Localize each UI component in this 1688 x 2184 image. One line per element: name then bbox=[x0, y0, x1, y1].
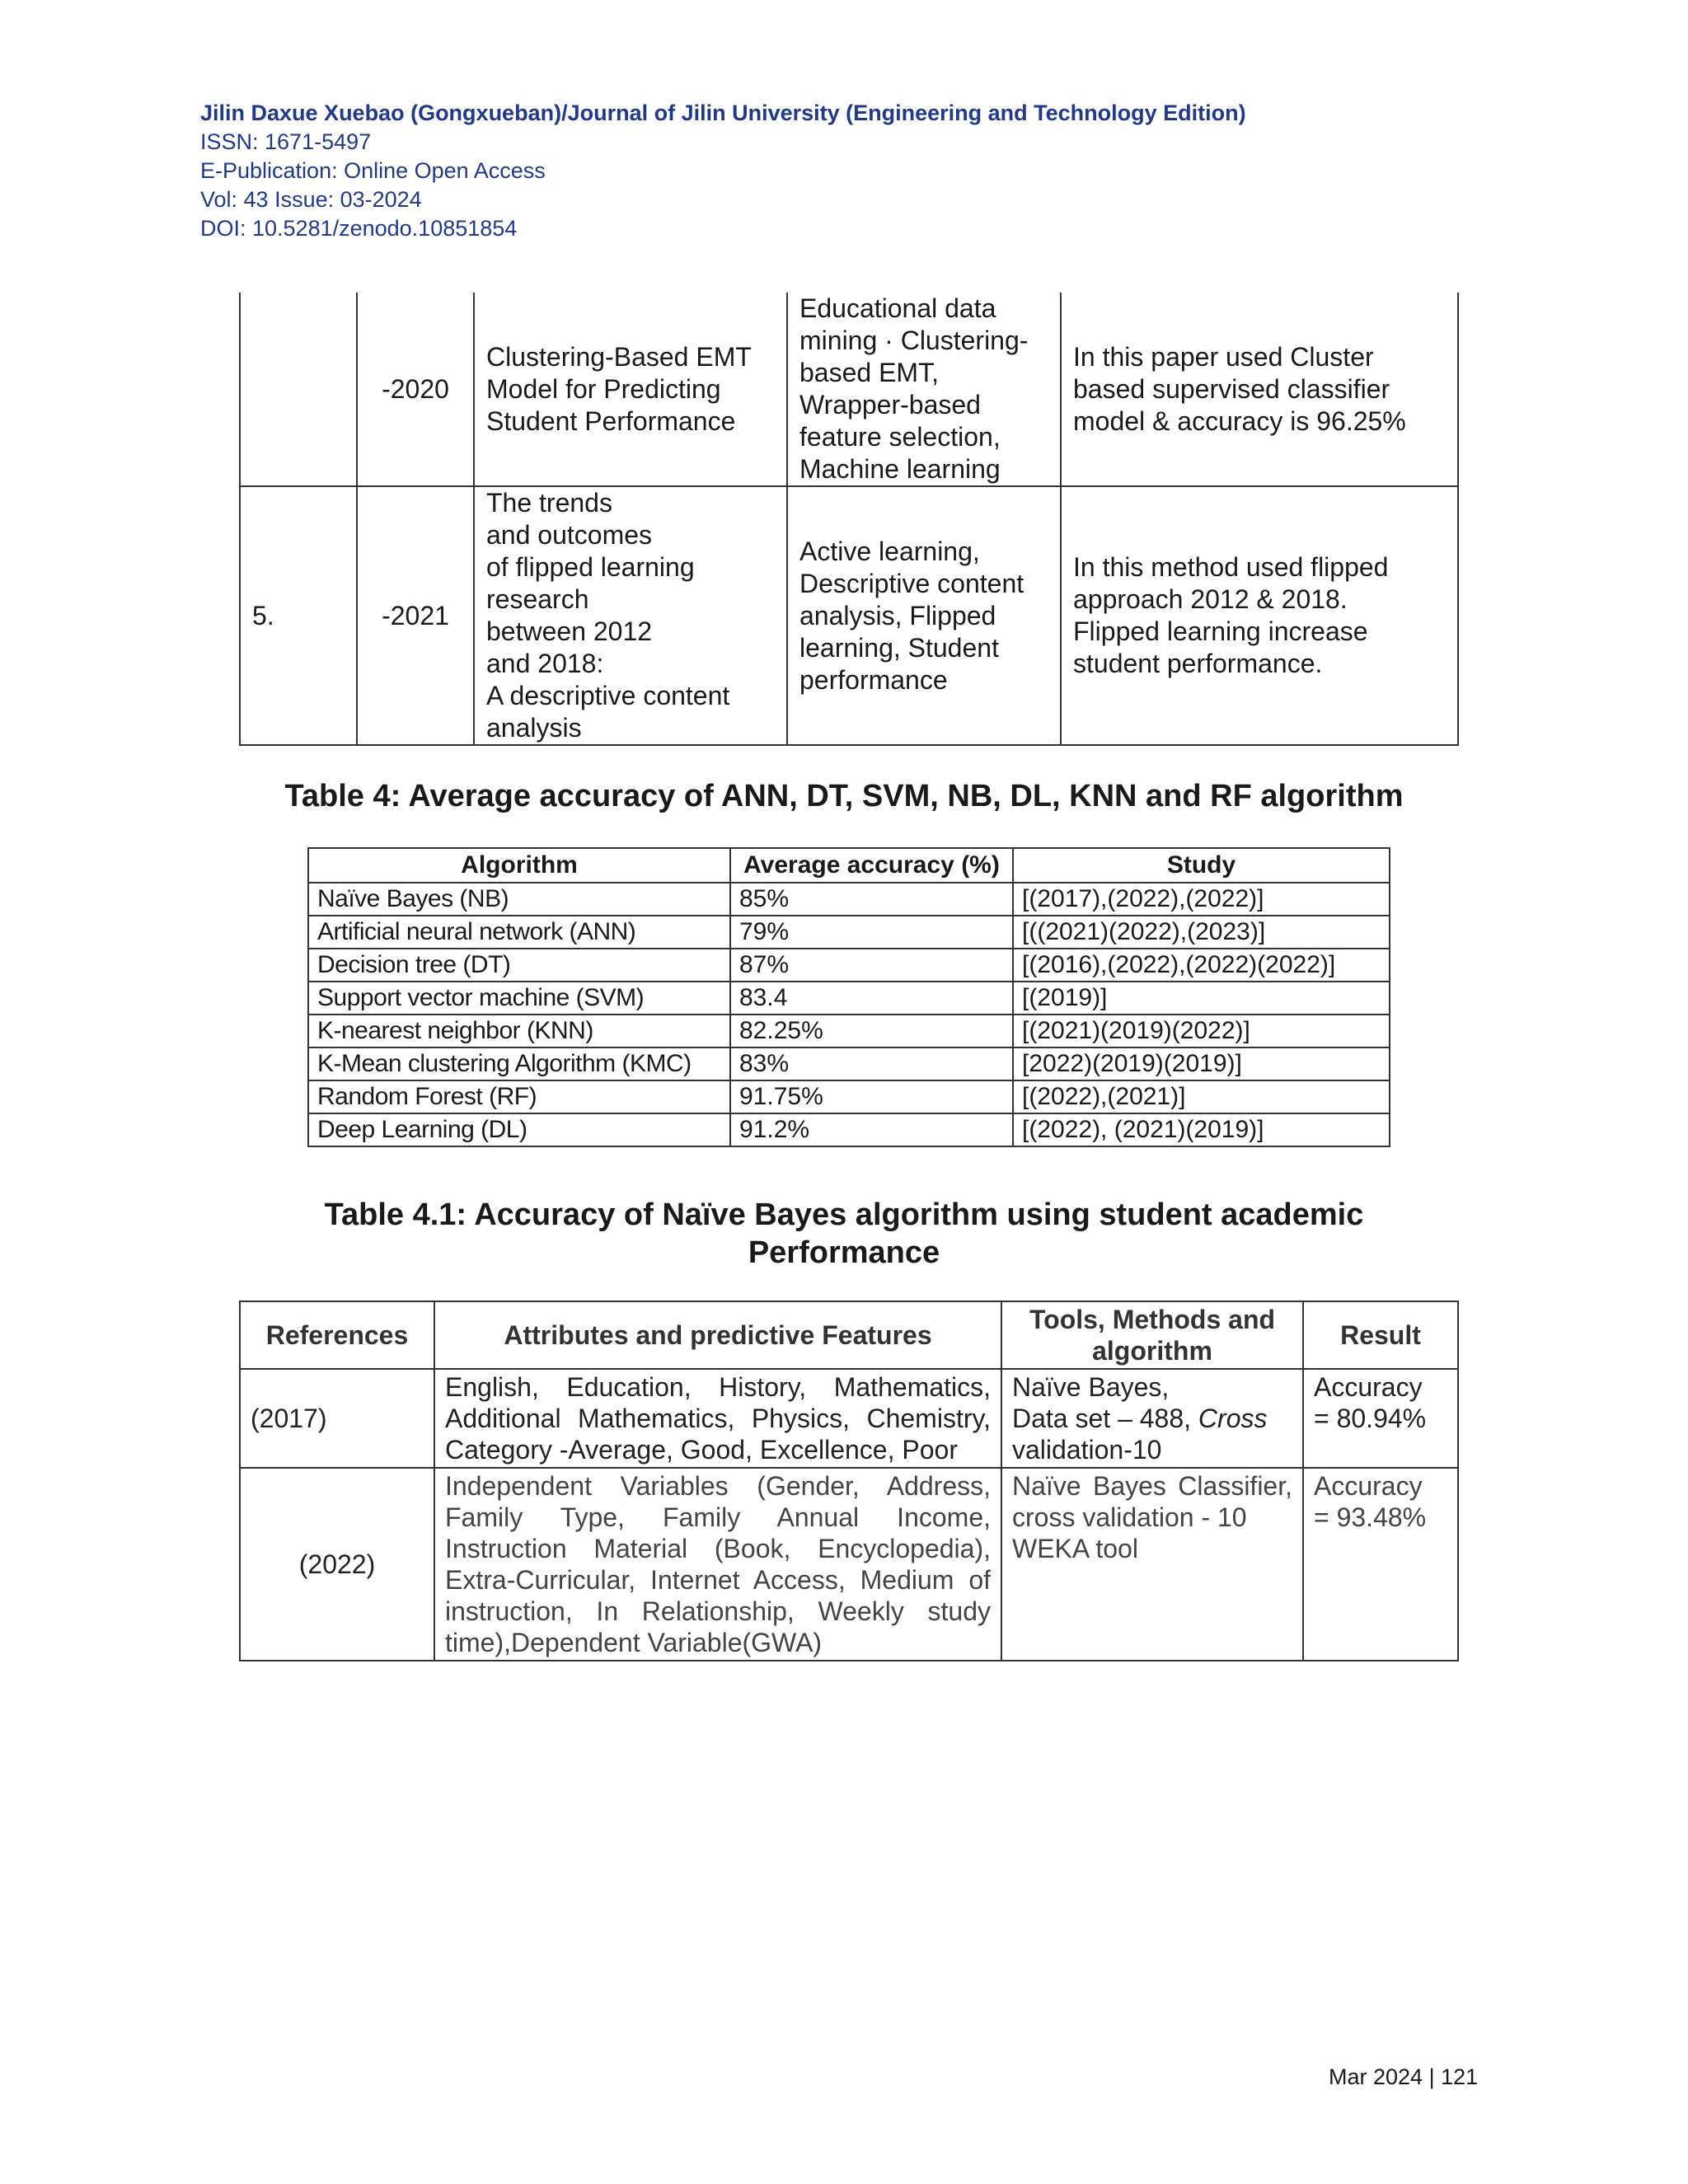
algorithm-cell: Deep Learning (DL) bbox=[308, 1113, 730, 1146]
accuracy-cell: 91.2% bbox=[730, 1113, 1013, 1146]
page-footer: Mar 2024 | 121 bbox=[1329, 2064, 1479, 2089]
row-findings: In this method used flipped approach 2012 & 2018. Flipped learning increase student performance. bbox=[1061, 486, 1458, 745]
accuracy-cell: 91.75% bbox=[730, 1080, 1013, 1113]
study-cell: [(2019)] bbox=[1013, 982, 1390, 1015]
table41-caption bbox=[0, 1196, 1688, 1272]
tools-cell bbox=[1001, 1369, 1303, 1468]
study-cell: [(2016),(2022),(2022)(2022)] bbox=[1013, 949, 1390, 982]
table-row bbox=[240, 1468, 1458, 1661]
result-cell: Accuracy = 93.48% bbox=[1303, 1468, 1458, 1661]
reference-cell: (2017) bbox=[240, 1369, 434, 1468]
row-year: -2020 bbox=[357, 293, 474, 486]
study-cell: [(2022), (2021)(2019)] bbox=[1013, 1113, 1390, 1146]
tools-text: validation-10 bbox=[1012, 1435, 1162, 1465]
table-header-row bbox=[240, 1301, 1458, 1369]
study-cell: [2022)(2019)(2019)] bbox=[1013, 1047, 1390, 1080]
column-header: Result bbox=[1303, 1301, 1458, 1369]
table41-caption-line2: Performance bbox=[748, 1235, 940, 1270]
table-row bbox=[308, 1080, 1390, 1113]
row-number: 5. bbox=[240, 486, 357, 745]
algorithm-cell: Decision tree (DT) bbox=[308, 949, 730, 982]
column-header: Study bbox=[1013, 848, 1390, 883]
doi: DOI: 10.5281/zenodo.10851854 bbox=[200, 216, 518, 241]
row-keywords: Educational data mining · Clustering- based EMT, Wrapper-based feature selection, Machine learning bbox=[787, 293, 1061, 486]
issn: ISSN: 1671-5497 bbox=[200, 129, 372, 154]
row-title: Clustering-Based EMT Model for Predicting Student Performance bbox=[474, 293, 787, 486]
table-row bbox=[308, 1047, 1390, 1080]
accuracy-cell: 87% bbox=[730, 949, 1013, 982]
algorithm-cell: Support vector machine (SVM) bbox=[308, 982, 730, 1015]
table41-caption-line1: Table 4.1: Accuracy of Naïve Bayes algorithm using student academic bbox=[324, 1197, 1364, 1232]
algorithm-cell: Artificial neural network (ANN) bbox=[308, 916, 730, 949]
result-cell: Accuracy = 80.94% bbox=[1303, 1369, 1458, 1468]
table-row bbox=[308, 949, 1390, 982]
row-keywords: Active learning, Descriptive content analysis, Flipped learning, Student performance bbox=[787, 486, 1061, 745]
accuracy-cell: 82.25% bbox=[730, 1015, 1013, 1047]
table4-average-accuracy bbox=[307, 847, 1390, 1147]
attributes-cell: English, Education, History, Mathematics, Additional Mathematics, Physics, Chemistry, Category -Average, Good, Excellence, Poor bbox=[434, 1369, 1001, 1468]
table-row bbox=[308, 916, 1390, 949]
row-number bbox=[240, 293, 357, 486]
row-year: -2021 bbox=[357, 486, 474, 745]
table-row bbox=[308, 1015, 1390, 1047]
table-row bbox=[308, 982, 1390, 1015]
tools-italic-text: Cross bbox=[1198, 1404, 1268, 1433]
column-header: Attributes and predictive Features bbox=[434, 1301, 1001, 1369]
accuracy-cell: 83.4 bbox=[730, 982, 1013, 1015]
algorithm-cell: Random Forest (RF) bbox=[308, 1080, 730, 1113]
attributes-cell: Independent Variables (Gender, Address, Family Type, Family Annual Income, Instruction Material (Book, Encyclopedia), Extra-Curricular, Internet Access, Medium of instruction, In Relationship, Weekly study time),Dependent Variable(GWA) bbox=[434, 1468, 1001, 1661]
algorithm-cell: Naïve Bayes (NB) bbox=[308, 883, 730, 916]
study-cell: [(2017),(2022),(2022)] bbox=[1013, 883, 1390, 916]
column-header: References bbox=[240, 1301, 434, 1369]
table-row bbox=[240, 1369, 1458, 1468]
accuracy-cell: 85% bbox=[730, 883, 1013, 916]
tools-text: Naïve Bayes, Data set – 488, bbox=[1012, 1372, 1192, 1433]
table41-naive-bayes bbox=[239, 1301, 1459, 1661]
table-row bbox=[308, 1113, 1390, 1146]
volume-issue: Vol: 43 Issue: 03-2024 bbox=[200, 187, 422, 212]
table3-continued bbox=[239, 293, 1459, 746]
study-cell: [(2022),(2021)] bbox=[1013, 1080, 1390, 1113]
reference-cell: (2022) bbox=[240, 1468, 434, 1661]
tools-cell: Naïve Bayes Classifier, cross validation - 10 WEKA tool bbox=[1001, 1468, 1303, 1661]
algorithm-cell: K-Mean clustering Algorithm (KMC) bbox=[308, 1047, 730, 1080]
table-row bbox=[240, 293, 1458, 486]
column-header: Tools, Methods and algorithm bbox=[1001, 1301, 1303, 1369]
row-findings: In this paper used Cluster based supervised classifier model & accuracy is 96.25% bbox=[1061, 293, 1458, 486]
journal-title: Jilin Daxue Xuebao (Gongxueban)/Journal of Jilin University (Engineering and Technology Edition) bbox=[200, 101, 1246, 125]
table-row bbox=[308, 883, 1390, 916]
publication-type: E-Publication: Online Open Access bbox=[200, 158, 546, 183]
study-cell: [(2021)(2019)(2022)] bbox=[1013, 1015, 1390, 1047]
accuracy-cell: 79% bbox=[730, 916, 1013, 949]
accuracy-cell: 83% bbox=[730, 1047, 1013, 1080]
table4-caption: Table 4: Average accuracy of ANN, DT, SVM, NB, DL, KNN and RF algorithm bbox=[284, 779, 1404, 813]
journal-header bbox=[200, 99, 1246, 243]
row-title: The trends and outcomes of flipped learning research between 2012 and 2018: A descriptive content analysis bbox=[474, 486, 787, 745]
study-cell: [((2021)(2022),(2023)] bbox=[1013, 916, 1390, 949]
column-header: Average accuracy (%) bbox=[730, 848, 1013, 883]
table-header-row bbox=[308, 848, 1390, 883]
algorithm-cell: K-nearest neighbor (KNN) bbox=[308, 1015, 730, 1047]
table-row bbox=[240, 486, 1458, 745]
column-header: Algorithm bbox=[308, 848, 730, 883]
